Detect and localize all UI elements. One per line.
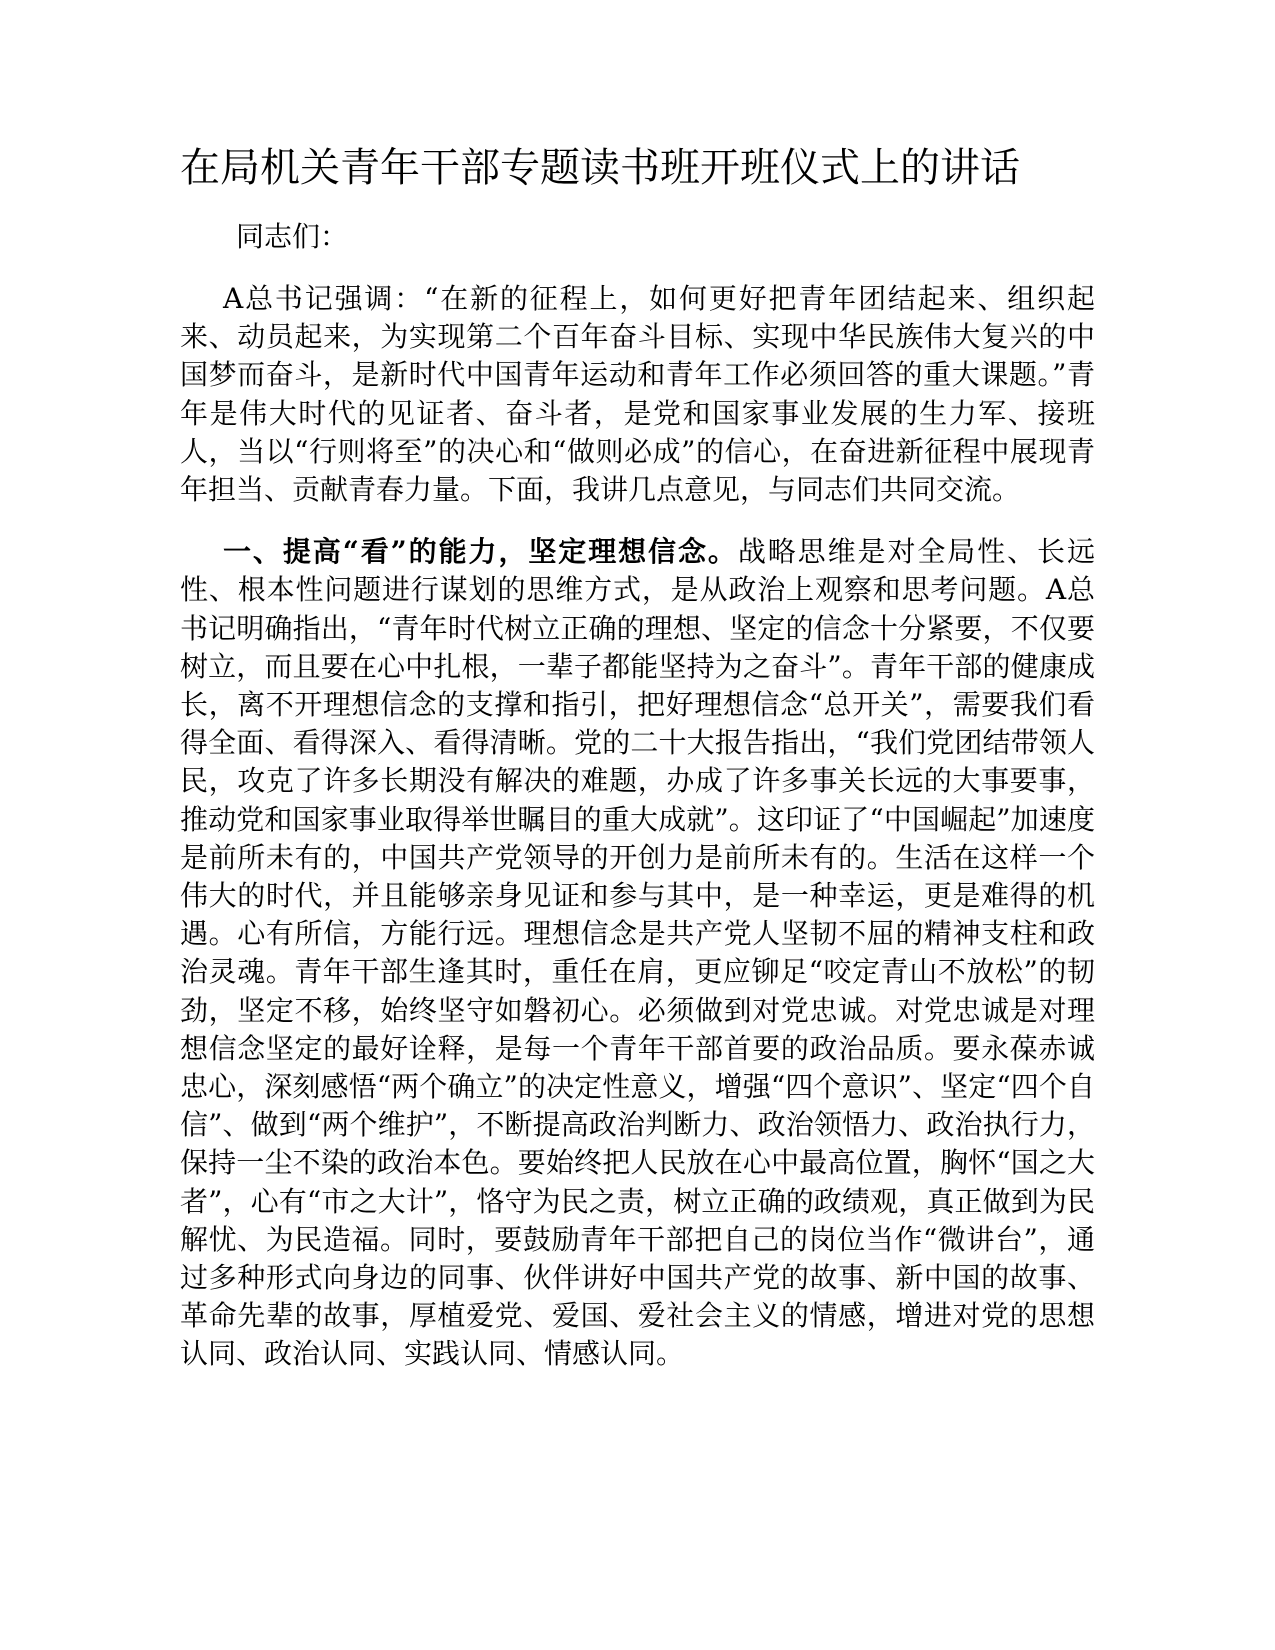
paragraph-section-1 <box>180 533 1095 1373</box>
section-heading: 一、提高“看”的能力，坚定理想信念。 <box>223 535 738 569</box>
document-title: 在局机关青年干部专题读书班开班仪式上的讲话 <box>180 145 1020 191</box>
salutation: 同志们： <box>236 220 349 253</box>
paragraph-intro <box>180 280 1095 509</box>
paragraph-text: A总书记强调：“在新的征程上，如何更好把青年团结起来、组织起来、动员起来，为实现第二个百年奋斗目标、实现中华民族伟大复兴的中国梦而奋斗，是新时代中国青年运动和青年工作必须回答的重大课题。”青年是伟大时代的见证者、奋斗者，是党和国家事业发展的生力军、接班人，当以“行则将至”的决心和“做则必成”的信心，在奋进新征程中展现青年担当、贡献青春力量。下面，我讲几点意见，与同志们共同交流。 <box>180 282 1095 507</box>
paragraph-text: 战略思维是对全局性、长远性、根本性问题进行谋划的思维方式，是从政治上观察和思考问题。A总书记明确指出，“青年时代树立正确的理想、坚定的信念十分紧要，不仅要树立，而且要在心中扎根，一辈子都能坚持为之奋斗”。青年干部的健康成长，离不开理想信念的支撑和指引，把好理想信念“总开关”，需要我们看得全面、看得深入、看得清晰。党的二十大报告指出，“我们党团结带领人民，攻克了许多长期没有解决的难题，办成了许多事关长远的大事要事，推动党和国家事业取得举世瞩目的重大成就”。这印证了“中国崛起”加速度是前所未有的，中国共产党领导的开创力是前所未有的。生活在这样一个伟大的时代，并且能够亲身见证和参与其中，是一种幸运，更是难得的机遇。心有所信，方能行远。理想信念是共产党人坚韧不屈的精神支柱和政治灵魂。青年干部生逢其时，重任在肩，更应铆足“咬定青山不放松”的韧劲，坚定不移，始终坚守如磐初心。必须做到对党忠诚。对党忠诚是对理想信念坚定的最好诠释，是每一个青年干部首要的政治品质。要永葆赤诚忠心，深刻感悟“两个确立”的决定性意义，增强“四个意识”、坚定“四个自信”、做到“两个维护”，不断提高政治判断力、政治领悟力、政治执行力，保持一尘不染的政治本色。要始终把人民放在心中最高位置，胸怀“国之大者”，心有“市之大计”，恪守为民之责，树立正确的政绩观，真正做到为民解忧、为民造福。同时，要鼓励青年干部把自己的岗位当作“微讲台”，通过多种形式向身边的同事、伙伴讲好中国共产党的故事、新中国的故事、革命先辈的故事，厚植爱党、爱国、爱社会主义的情感，增进对党的思想认同、政治认同、实践认同、情感认同。 <box>180 535 1095 1371</box>
document-page <box>180 138 1095 1374</box>
